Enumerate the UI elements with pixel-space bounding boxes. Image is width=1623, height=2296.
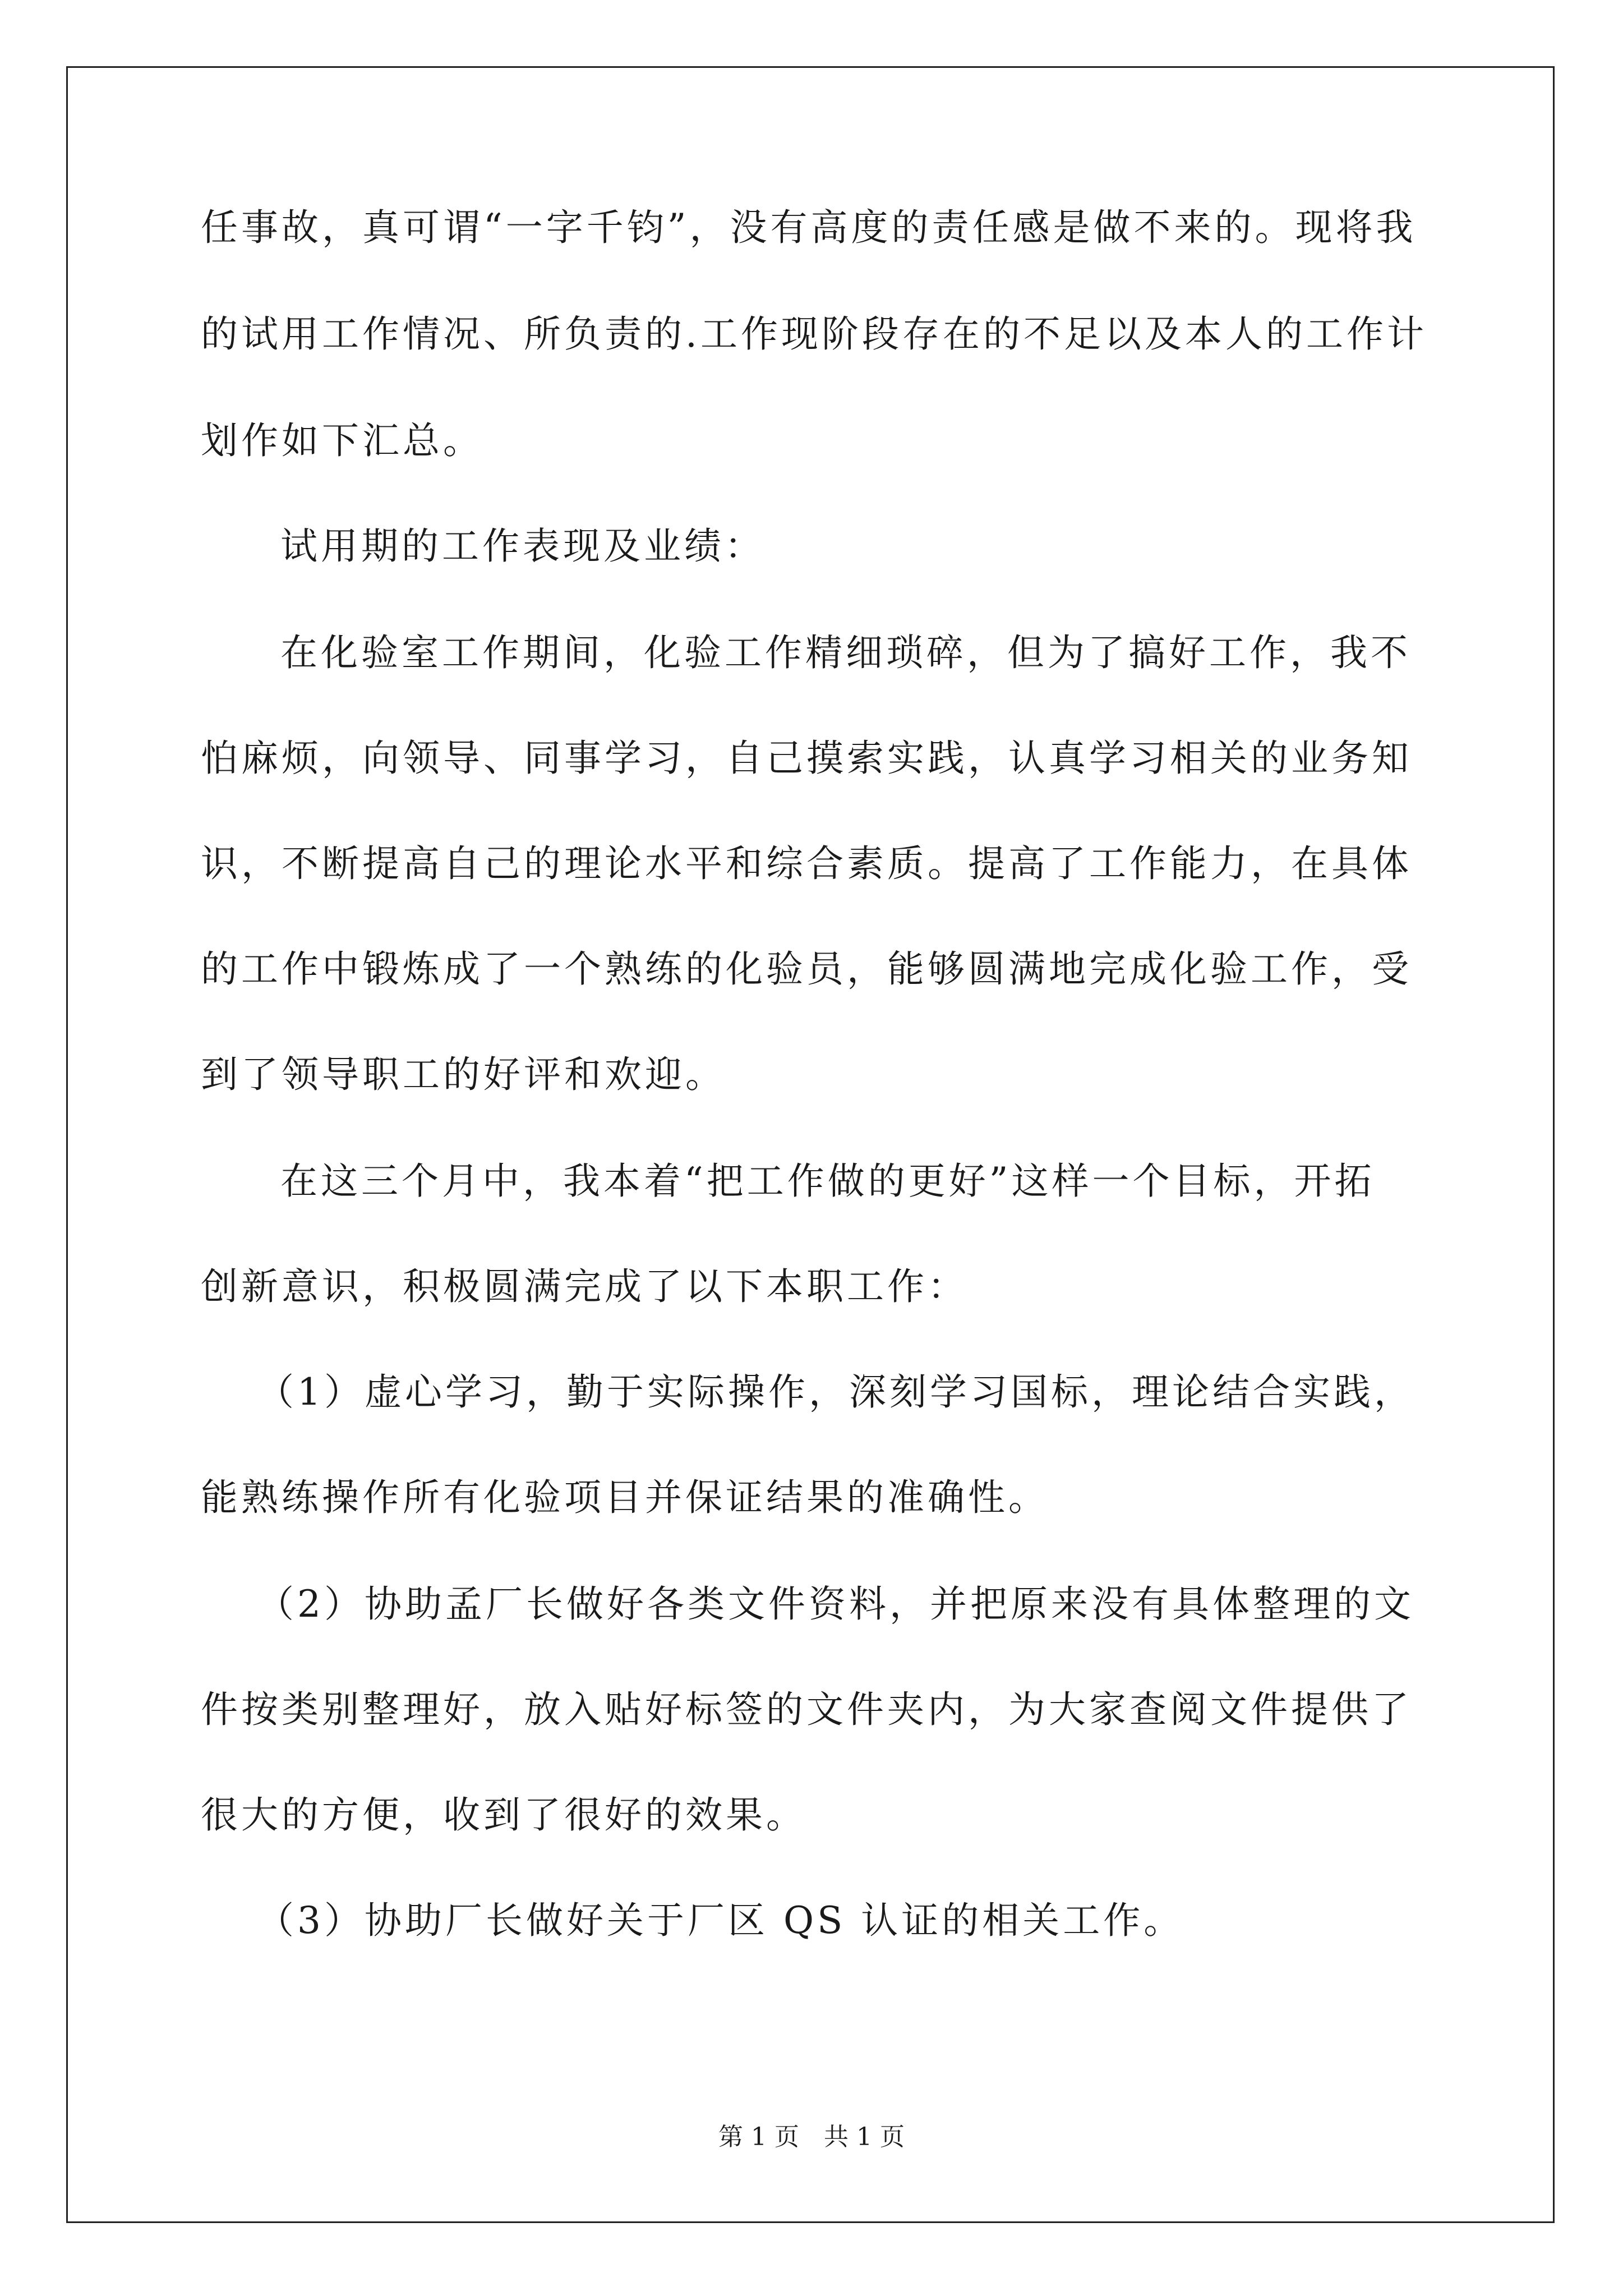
list-item-1: （1）虚心学习，勤于实际操作，深刻学习国标，理论结合实践， <box>257 1370 1414 1414</box>
list-item-2: （2）协助孟厂长做好各类文件资料，并把原来没有具体整理的文 <box>257 1582 1414 1626</box>
text-line: 到了领导职工的好评和欢迎。 <box>201 1053 726 1096</box>
text-line: 识，不断提高自己的理论水平和综合素质。提高了工作能力，在具体 <box>201 842 1412 885</box>
text-line: 件按类别整理好，放入贴好标签的文件夹内，为大家查阅文件提供了 <box>201 1688 1412 1731</box>
text-line: 怕麻烦，向领导、同事学习，自己摸索实践，认真学习相关的业务知 <box>201 737 1412 780</box>
text-line: 的工作中锻炼成了一个熟练的化验员，能够圆满地完成化验工作，受 <box>201 947 1412 991</box>
text-line: 任事故，真可谓“一字千钧”，没有高度的责任感是做不来的。现将我 <box>201 206 1417 249</box>
section-heading: 试用期的工作表现及业绩： <box>280 524 765 568</box>
text-line: 能熟练操作所有化验项目并保证结果的准确性。 <box>201 1476 1049 1519</box>
text-line: 的试用工作情况、所负责的.工作现阶段存在的不足以及本人的工作计 <box>201 312 1427 356</box>
page-footer: 第 1 页 共 1 页 <box>718 2123 905 2151</box>
paragraph-start: 在这三个月中，我本着“把工作做的更好”这样一个目标，开拓 <box>280 1159 1375 1203</box>
paragraph-start: 在化验室工作期间，化验工作精细琐碎，但为了搞好工作，我不 <box>280 631 1411 674</box>
text-line: 很大的方便，收到了很好的效果。 <box>201 1793 806 1837</box>
list-item-3: （3）协助厂长做好关于厂区 QS 认证的相关工作。 <box>257 1899 1184 1942</box>
text-line: 划作如下汇总。 <box>201 419 483 462</box>
text-line: 创新意识，积极圆满完成了以下本职工作： <box>201 1265 968 1308</box>
